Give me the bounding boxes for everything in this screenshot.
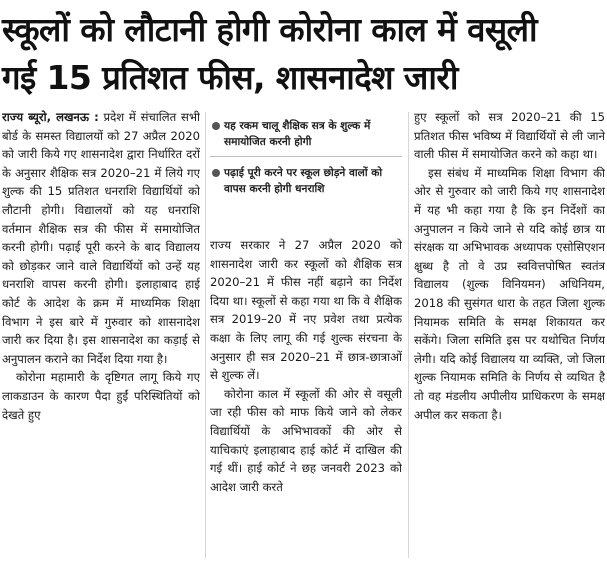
column-1-paragraph <box>2 108 200 368</box>
column-3-paragraph-2: इस संबंध में माध्यमिक शिक्षा विभाग की ओर से गुरुवार को जारी किये गए शासनादेश में यह भी कहा गया है कि इन निर्देशों का अनुपालन न किये जाने से यदि कोई छात्र या संरक्षक या अभिभावक अध्यापक एसोसिएशन क्षुब्ध है तो वे उप्र स्ववित्तपोषित स्वतंत्र विद्यालय (शुल्क विनियमन) अधिनियम, 2018 की सुसंगत धारा के तहत जिला शुल्क नियामक समिति के समक्ष शिकायत कर सकेंगे। जिला समिति इस पर यथोचित निर्णय लेगी। यदि कोई विद्यालय या व्यक्ति, जो जिला शुल्क नियामक समिति के निर्णय से व्यथित है तो वह मंडलीय अपीलीय प्राधिकरण के समक्ष अपील कर सकता है। <box>414 165 605 422</box>
headline-line-2: गई 15 प्रतिशत फीस, शासनादेश जारी <box>2 58 458 97</box>
article-column-3 <box>414 108 605 560</box>
column-3-paragraph-1: हुए स्कूलों को सत्र 2020–21 की 15 प्रतिशत फीस भविष्य में विद्यार्थियों से ली जाने वाली फीस में समायोजित करने को कहा था। <box>414 110 605 162</box>
column-1-paragraph-2: कोरोना महामारी के दृष्टिगत लागू किये गए लाकडाउन के कारण पैदा हुईं परिस्थितियों को देखते हुए <box>2 370 200 422</box>
column-2-paragraph-2: कोरोना काल में स्कूलों की ओर से वसूली जा रही फीस को माफ किये जाने को लेकर विद्यार्थियों के अभिभावकों की ओर से याचिकाएं इलाहाबाद हाई कोर्ट में दाखिल की गई थीं। हाई कोर्ट ने छह जनवरी 2023 को आदेश जारी करते <box>210 386 402 494</box>
column-1-text: प्रदेश में संचालित सभी बोर्ड के समस्त विद्यालयों को 27 अप्रैल 2020 को जारी किये गए शासनादेश द्वारा निर्धारित दरों के अनुसार शैक्षिक सत्र 2020–21 में लिये गए शुल्क की 15 प्रतिशत धनराशि विद्यार्थियों को लौटानी होगी। विद्यालयों को यह धनराशि वर्तमान शैक्षिक सत्र की फीस में समायोजित करनी होगी। पढ़ाई पूरी करने के बाद विद्यालय को छोड़कर जाने वाले विद्यार्थियों को उन्हें यह धनराशि वापस करनी होगी। इलाहाबाद हाई कोर्ट के आदेश के क्रम में माध्यमिक शिक्षा विभाग ने इस बारे में गुरुवार को शासनादेश जारी कर दिया है। इस शासनादेश का कड़ाई से अनुपालन कराने का निर्देश दिया गया है। <box>2 110 200 366</box>
article-column-1 <box>2 108 200 560</box>
column-divider <box>408 112 409 558</box>
bullet-icon <box>212 169 220 177</box>
highlight-item <box>210 118 402 150</box>
highlight-divider <box>210 156 402 157</box>
headline-line-1: स्कूलों को लौटानी होगी कोरोना काल में वसूली <box>2 10 537 49</box>
column-divider <box>205 112 206 558</box>
headline <box>2 6 605 102</box>
bullet-icon <box>212 122 220 130</box>
article-column-2 <box>210 236 402 560</box>
highlight-text: पढ़ाई पूरी करने पर स्कूल छोड़ने वालों को वापस करनी होगी धनराशि <box>224 167 383 195</box>
highlights-box <box>210 118 402 197</box>
byline: राज्य ब्यूरो, लखनऊ : <box>2 110 99 124</box>
column-2-paragraph-1: राज्य सरकार ने 27 अप्रैल 2020 को शासनादेश जारी कर स्कूलों को शैक्षिक सत्र 2020–21 में फीस नहीं बढ़ाने का निर्देश दिया था। स्कूलों से कहा गया था कि वे शैक्षिक सत्र 2019–20 में नए प्रवेश तथा प्रत्येक कक्षा के लिए लागू की गई शुल्क संरचना के अनुसार ही सत्र 2020–21 में छात्र-छात्राओं से शुल्क लें। <box>210 238 402 383</box>
highlight-text: यह रकम चालू शैक्षिक सत्र के शुल्क में समायोजित करनी होगी <box>224 120 371 148</box>
highlight-item <box>210 165 402 197</box>
